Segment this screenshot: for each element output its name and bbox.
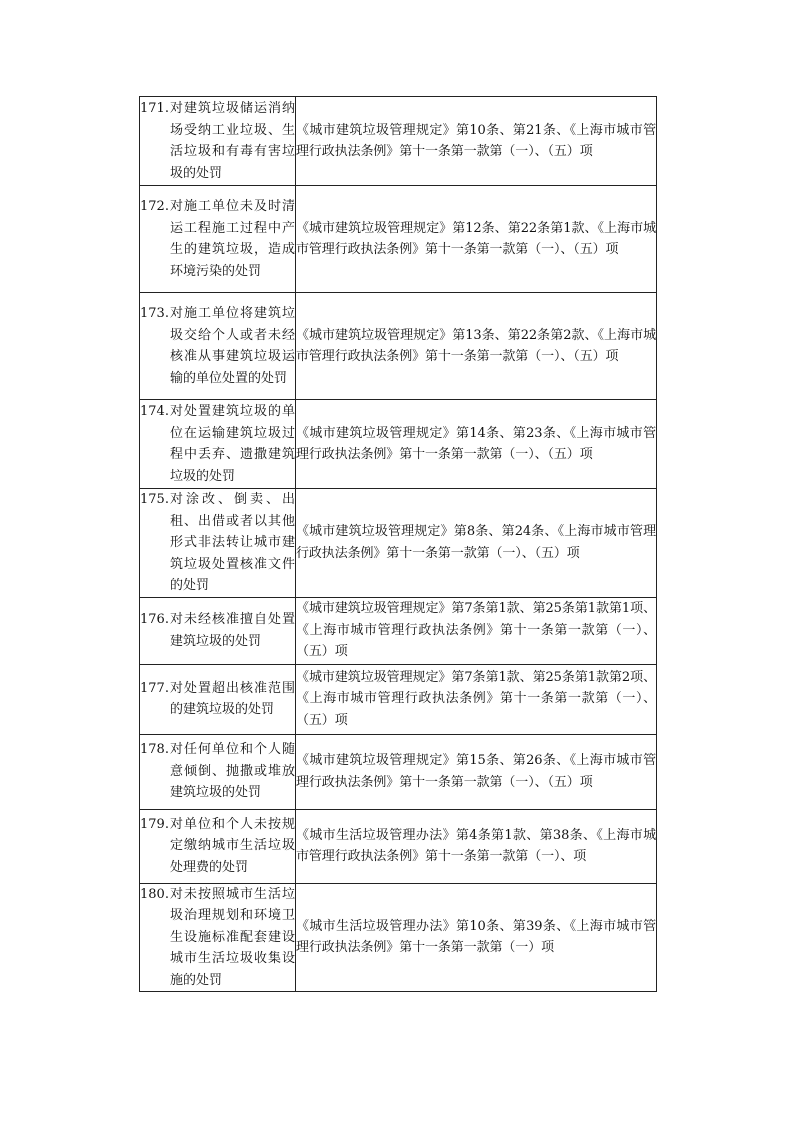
legal-basis: 《城市建筑垃圾管理规定》第7条第1款、第25条第1款第1项、《上海市城市管理行政执法条例》第十一条第一款第（一）、（五）项 <box>296 601 656 660</box>
item-number: 177. <box>140 680 169 696</box>
legal-basis: 《城市建筑垃圾管理规定》第12条、第22条第1款、《上海市城市管理行政执法条例》第十一条第一款第（一）、（五）项 <box>296 220 656 257</box>
item-cell <box>140 664 296 734</box>
item-cell <box>140 734 296 809</box>
item-description: 对处置超出核准范围的建筑垃圾的处罚 <box>170 680 295 717</box>
basis-cell <box>296 97 657 186</box>
item-number: 173. <box>140 306 169 321</box>
table-row <box>140 400 657 489</box>
item-cell <box>140 186 296 293</box>
legal-basis: 《城市建筑垃圾管理规定》第14条、第23条、《上海市城市管理行政执法条例》第十一条第一款第（一）、（五）项 <box>296 425 656 462</box>
item-description: 对施工单位将建筑垃圾交给个人或者未经核准从事建筑垃圾运输的单位处置的处罚 <box>170 306 295 386</box>
item-number: 176. <box>140 612 169 627</box>
basis-cell <box>296 186 657 293</box>
item-description: 对任何单位和个人随意倾倒、抛撒或堆放建筑垃圾的处罚 <box>170 742 295 801</box>
basis-cell <box>296 664 657 734</box>
item-cell <box>140 400 296 489</box>
table-row <box>140 883 657 992</box>
item-number: 178. <box>140 742 169 758</box>
table-row <box>140 597 657 664</box>
item-description: 对建筑垃圾储运消纳场受纳工业垃圾、生活垃圾和有毒有害垃圾的处罚 <box>170 101 295 181</box>
table-row <box>140 186 657 293</box>
item-description: 对未按照城市生活垃圾治理规划和环境卫生设施标准配套建设城市生活垃圾收集设施的处罚 <box>170 886 295 988</box>
document-table <box>139 96 657 992</box>
item-description: 对施工单位未及时清运工程施工过程中产生的建筑垃圾，造成环境污染的处罚 <box>170 199 295 279</box>
item-number: 180. <box>140 886 169 902</box>
table-row <box>140 809 657 883</box>
basis-cell <box>296 489 657 598</box>
item-cell <box>140 97 296 186</box>
item-description: 对未经核准擅自处置建筑垃圾的处罚 <box>170 612 295 649</box>
item-number: 172. <box>140 199 169 214</box>
basis-cell <box>296 400 657 489</box>
item-cell <box>140 597 296 664</box>
legal-basis: 《城市生活垃圾管理办法》第4条第1款、第38条、《上海市城市管理行政执法条例》第十一条第一款第（一）、项 <box>296 827 656 864</box>
item-number: 175. <box>140 492 169 507</box>
table-row <box>140 664 657 734</box>
basis-cell <box>296 293 657 400</box>
table-row <box>140 734 657 809</box>
item-cell <box>140 293 296 400</box>
item-description: 对涂改、倒卖、出租、出借或者以其他形式非法转让城市建筑垃圾处置核准文件的处罚 <box>170 492 295 593</box>
item-cell <box>140 809 296 883</box>
basis-cell <box>296 734 657 809</box>
item-description: 对处置建筑垃圾的单位在运输建筑垃圾过程中丢弃、遗撒建筑垃圾的处罚 <box>170 404 295 484</box>
table-row <box>140 97 657 186</box>
item-cell <box>140 883 296 992</box>
table-row <box>140 293 657 400</box>
legal-basis: 《城市建筑垃圾管理规定》第13条、第22条第2款、《上海市城市管理行政执法条例》第十一条第一款第（一）、（五）项 <box>296 327 656 364</box>
table-row <box>140 489 657 598</box>
item-number: 174. <box>140 404 169 419</box>
item-number: 171. <box>140 101 169 116</box>
item-cell <box>140 489 296 598</box>
legal-basis: 《城市建筑垃圾管理规定》第10条、第21条、《上海市城市管理行政执法条例》第十一条第一款第（一）、（五）项 <box>296 122 656 159</box>
item-description: 对单位和个人未按规定缴纳城市生活垃圾处理费的处罚 <box>170 816 295 875</box>
basis-cell <box>296 597 657 664</box>
legal-basis: 《城市生活垃圾管理办法》第10条、第39条、《上海市城市管理行政执法条例》第十一条第一款第（一）项 <box>296 918 656 956</box>
legal-basis: 《城市建筑垃圾管理规定》第15条、第26条、《上海市城市管理行政执法条例》第十一条第一款第（一）、（五）项 <box>296 753 656 790</box>
legal-basis: 《城市建筑垃圾管理规定》第7条第1款、第25条第1款第2项、《上海市城市管理行政执法条例》第十一条第一款第（一）、（五）项 <box>296 669 656 728</box>
item-number: 179. <box>140 816 169 832</box>
basis-cell <box>296 809 657 883</box>
legal-basis: 《城市建筑垃圾管理规定》第8条、第24条、《上海市城市管理行政执法条例》第十一条第一款第（一）、（五）项 <box>296 524 656 561</box>
basis-cell <box>296 883 657 992</box>
